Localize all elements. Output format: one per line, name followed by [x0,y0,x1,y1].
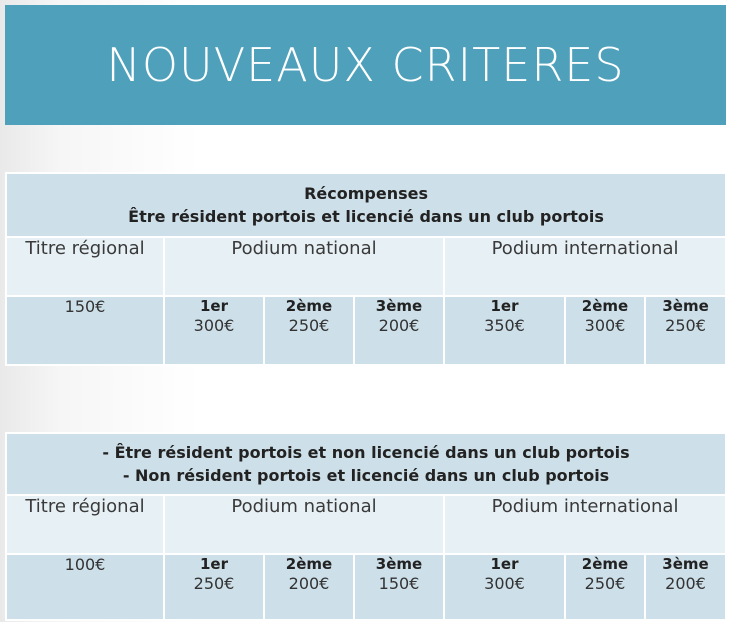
amount: 200€ [288,574,330,593]
rank: 2ème [285,297,333,315]
rewards-table-2 [5,432,727,621]
category-international: Podium international [444,237,726,296]
rank: 3ème [375,297,423,315]
category-national: Podium national [164,495,444,554]
international-cell-1 [444,296,565,365]
rank: 3ème [662,555,709,573]
national-cell-2 [264,296,354,365]
international-cell-3 [645,296,726,365]
amount: 300€ [484,574,525,593]
rank: 2ème [581,555,629,573]
table-header [6,433,726,495]
regional-amount: 100€ [6,554,164,620]
header-line: Récompenses [304,184,428,203]
amount: 300€ [584,316,626,335]
national-cell-2 [264,554,354,620]
national-cell-1 [164,554,264,620]
amount: 200€ [665,574,706,593]
rank: 1er [490,297,519,315]
rank: 2ème [285,555,333,573]
category-international: Podium international [444,495,726,554]
amount: 250€ [584,574,626,593]
rank: 1er [490,555,519,573]
category-national: Podium national [164,237,444,296]
category-regional: Titre régional [6,495,164,554]
table-header [6,173,726,237]
rank: 3ème [662,297,709,315]
header-line: - Non résident portois et licencié dans un club portois [122,466,610,485]
amount: 250€ [193,574,235,593]
amount: 300€ [193,316,235,335]
rewards-table-1 [5,172,727,366]
regional-amount: 150€ [6,296,164,365]
international-cell-2 [565,554,645,620]
amount: 250€ [288,316,330,335]
rank: 1er [199,555,228,573]
header-line: Être résident portois et licencié dans un club portois [128,207,604,226]
rank: 1er [199,297,228,315]
international-cell-2 [565,296,645,365]
national-cell-3 [354,296,444,365]
amount: 150€ [378,574,420,593]
national-cell-1 [164,296,264,365]
category-regional: Titre régional [6,237,164,296]
amount: 350€ [484,316,525,335]
rank: 2ème [581,297,629,315]
page-title: NOUVEAUX CRITERES [5,5,726,125]
international-cell-3 [645,554,726,620]
amount: 250€ [665,316,706,335]
header-line: - Être résident portois et non licencié dans un club portois [102,443,630,462]
rank: 3ème [375,555,423,573]
international-cell-1 [444,554,565,620]
amount: 200€ [378,316,420,335]
national-cell-3 [354,554,444,620]
